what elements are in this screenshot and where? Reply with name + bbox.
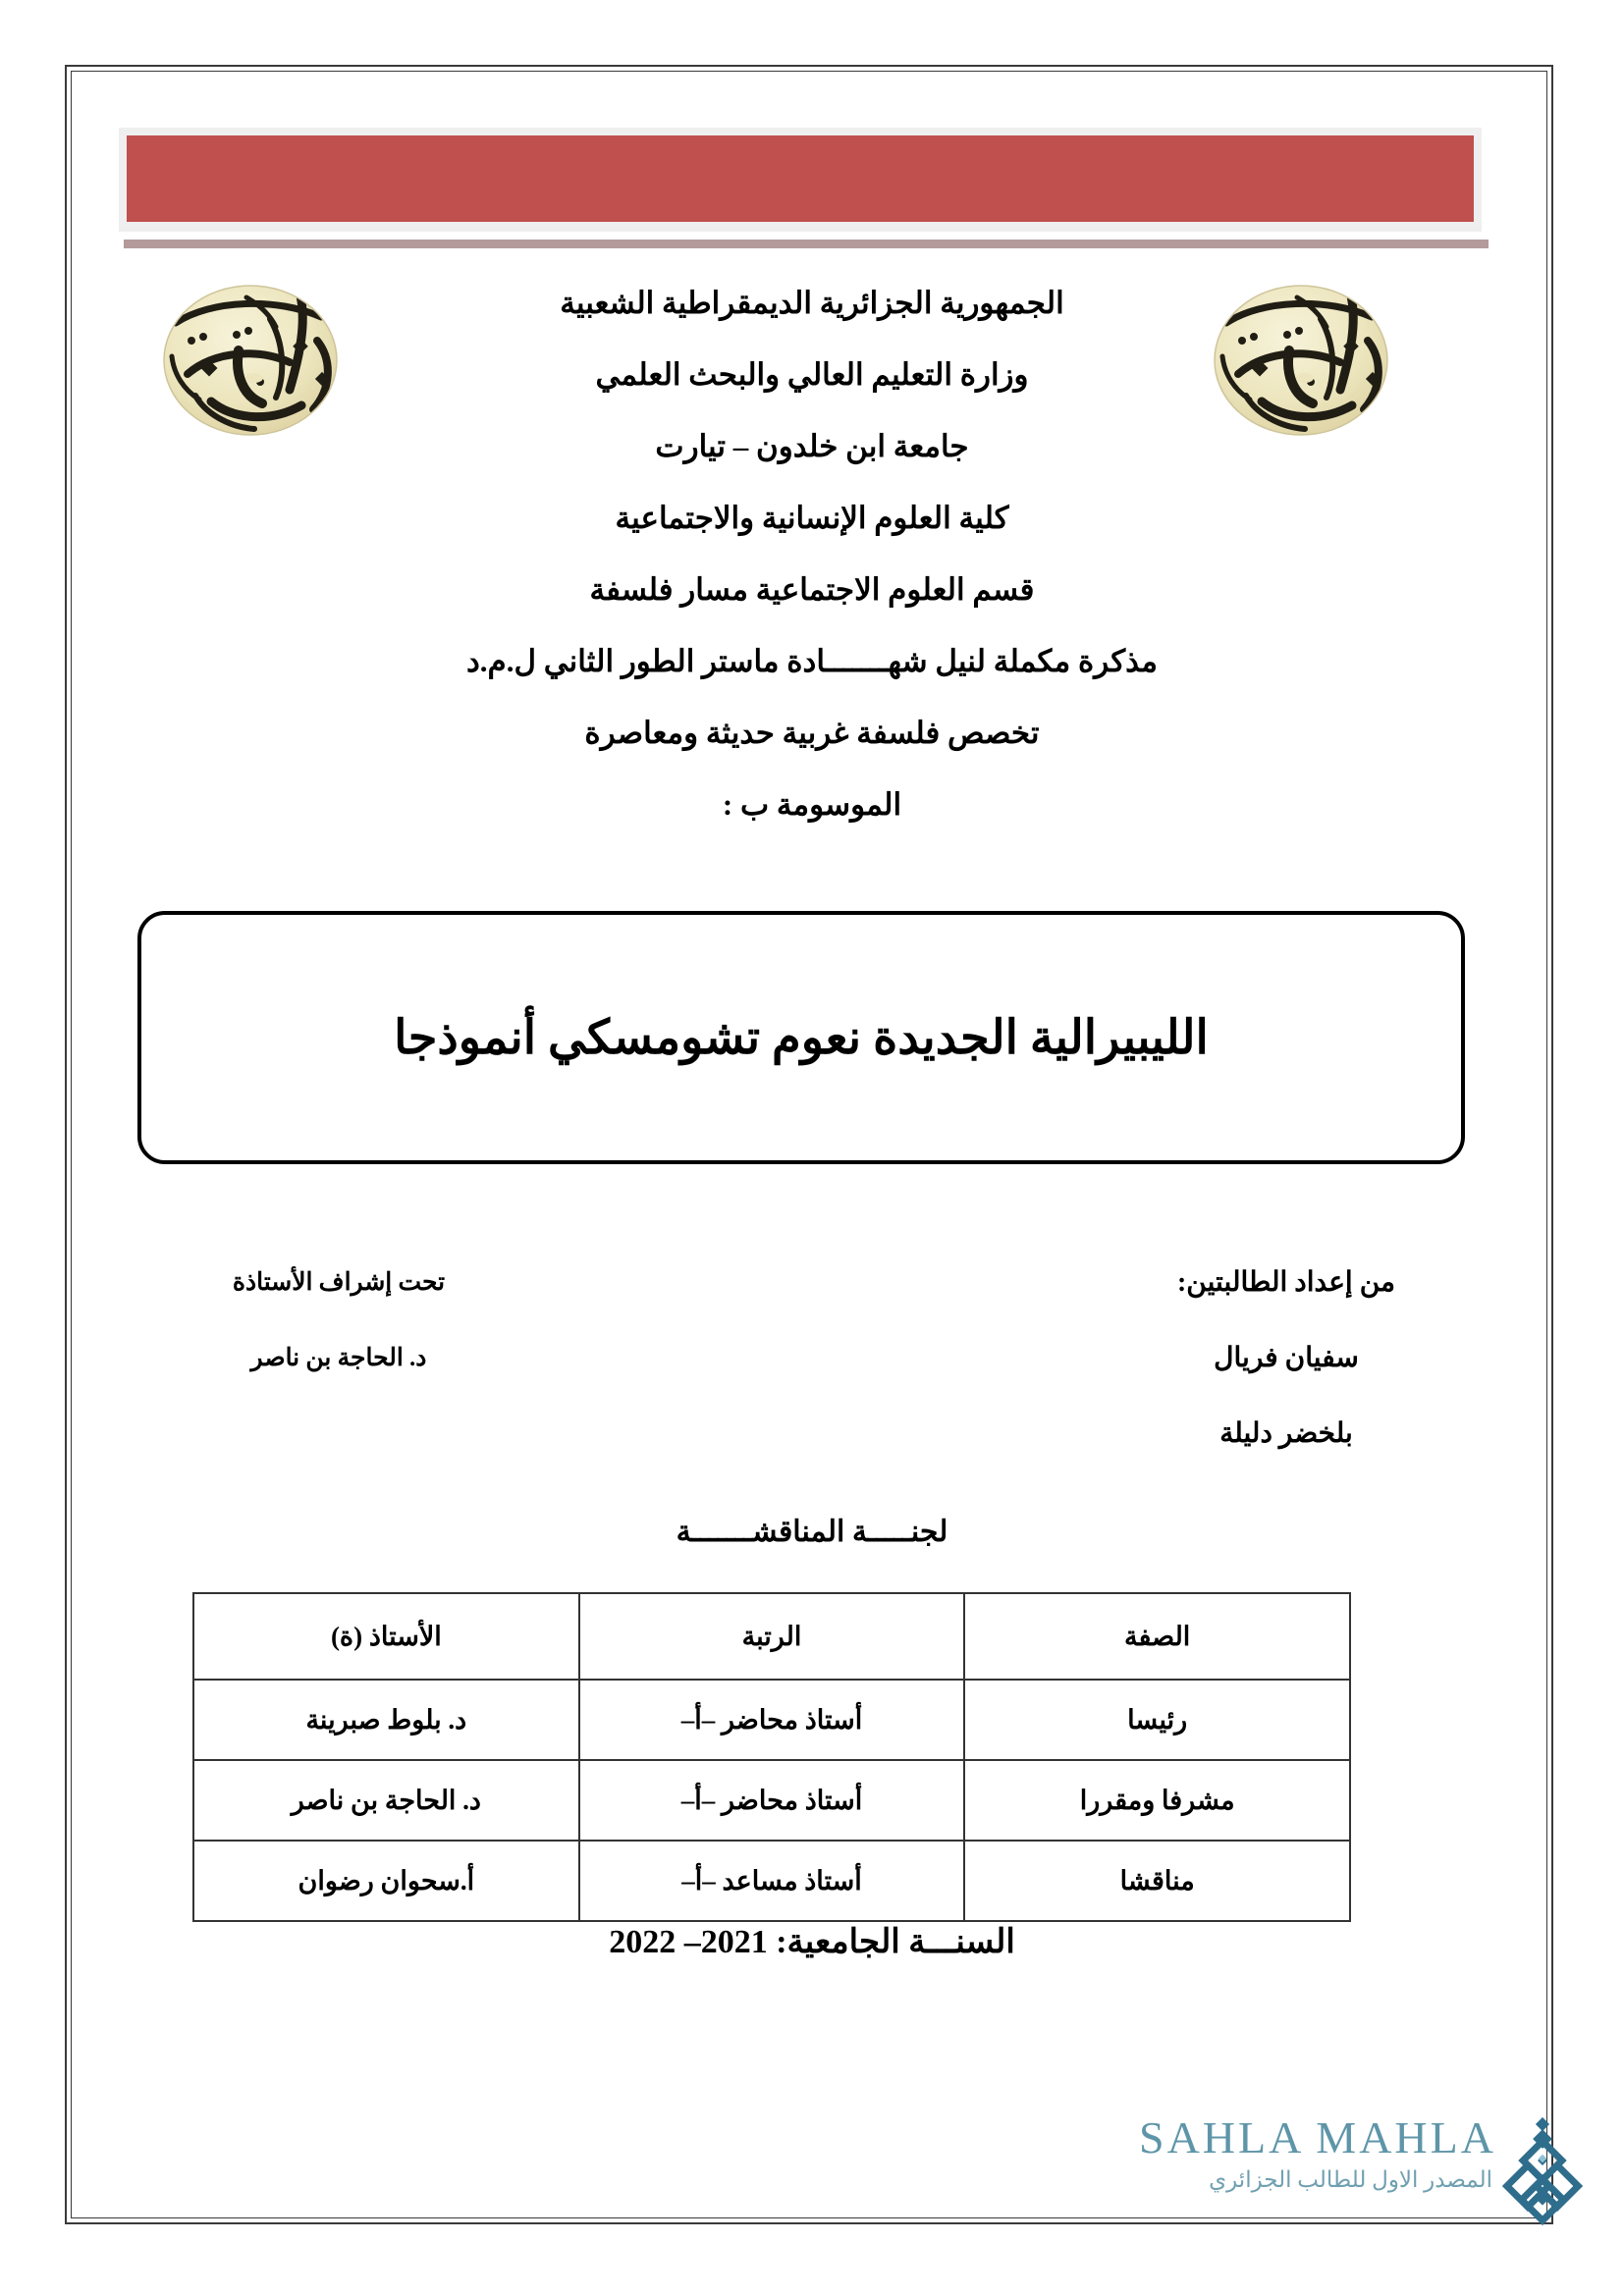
column-header-name: الأستاذ (ة) [193,1593,579,1680]
student-name-2: بلخضر دليلة [1219,1418,1353,1449]
cell-name: د. بلوط صبرينة [193,1680,579,1760]
banner-shadow-strip [124,240,1489,248]
students-label: من إعداد الطالبتين: [1176,1267,1396,1298]
sahla-mahla-watermark [1139,2112,1591,2240]
table-header-row [193,1593,1350,1680]
column-header-rank: الرتبة [579,1593,965,1680]
header-line-speciality: تخصص فلسفة غربية حديثة ومعاصرة [584,716,1040,750]
header-line-department: قسم العلوم الاجتماعية مسار فلسفة [589,572,1035,607]
column-header-role: الصفة [964,1593,1350,1680]
university-seal-icon-left [152,280,349,442]
cell-name: د. الحاجة بن ناصر [193,1760,579,1841]
cell-rank: أستاذ محاضر –أ– [579,1680,965,1760]
authors-and-supervisor [147,1245,1483,1470]
thesis-title-box [137,911,1465,1164]
table-row [193,1841,1350,1921]
cell-role: مناقشا [964,1841,1350,1921]
header-line-country: الجمهورية الجزائرية الديمقراطية الشعبية [560,286,1064,320]
table-row [193,1680,1350,1760]
students-block [1124,1245,1448,1471]
sahla-mahla-diamond-logo-icon [1497,2114,1588,2230]
header-line-degree: مذكرة مكملة لنيل شهـــــــادة ماستر الطور الثاني ل.م.د [465,644,1159,678]
header-line-faculty: كلية العلوم الإنسانية والاجتماعية [615,501,1009,535]
student-name-1: سفيان فريال [1214,1343,1359,1373]
watermark-subtitle: المصدر الاول للطالب الجزائري [1209,2167,1492,2192]
header-line-ministry: وزارة التعليم العالي والبحث العلمي [595,357,1029,392]
supervisor-name: د. الحاجة بن ناصر [250,1345,427,1371]
table-row [193,1760,1350,1841]
page-title: الليبيرالية الجديدة نعوم تشومسكي أنموذجا [394,1012,1209,1064]
decorative-red-banner [119,128,1482,232]
cell-role: مشرفا ومقررا [964,1760,1350,1841]
cell-rank: أستاذ مساعد –أ– [579,1841,965,1921]
cell-name: أ.سحوان رضوان [193,1841,579,1921]
header-line-entitled: الموسومة ب : [722,787,902,822]
jury-heading: لجنـــــة المناقشـــــــة [676,1516,948,1548]
academic-year: السنـــة الجامعية: 2021– 2022 [609,1924,1015,1960]
header-line-university: جامعة ابن خلدون – تيارت [655,429,969,463]
banner-fill [127,135,1474,222]
cell-rank: أستاذ محاضر –أ– [579,1760,965,1841]
watermark-title: SAHLA MAHLA [1139,2112,1496,2163]
watermark-text [1139,2112,1496,2197]
institution-header [321,267,1303,840]
supervisor-block [187,1245,491,1396]
cell-role: رئيسا [964,1680,1350,1760]
supervisor-label: تحت إشراف الأستاذة [232,1269,446,1296]
jury-table [192,1592,1351,1922]
